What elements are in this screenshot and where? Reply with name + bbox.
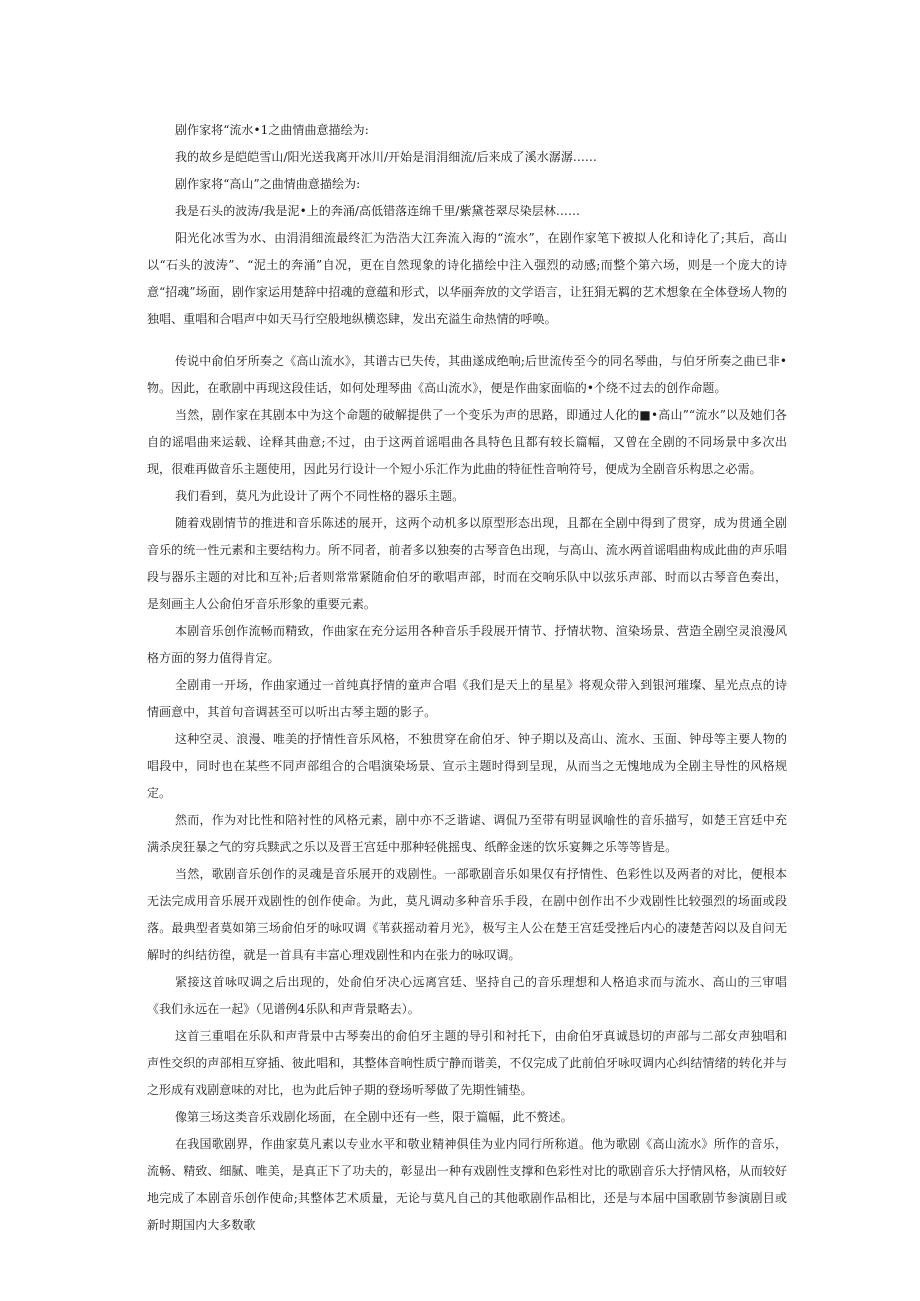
paragraph-intro-flowing-water: 剧作家将“流水•1之曲情曲意描绘为: — [175, 123, 369, 137]
paragraph: 这种空灵、浪漫、唯美的抒情性音乐风格，不独贯穿在俞伯牙、钟子期以及高山、流水、玉面、钟母等主要人物的唱段中，同时也在某些不同声部组合的合唱演染场景、宣示主题时得到呈现，从而当之无愧地成为全剧主导性的风格规定。 — [147, 732, 787, 800]
paragraph: 传说中俞伯牙所奏之《高山流水》，其谱古已失传，其曲遂成绝响;后世流传至今的同名琴曲，与伯牙所奏之曲已非•物。因此，在歌剧中再现这段佳话，如何处理琴曲《高山流水》，便是作曲家面临的•个绕不过去的创作命题。 — [147, 354, 787, 395]
paragraph: 这首三重唱在乐队和声背景中古琴奏出的俞伯牙主题的导引和衬托下，由俞伯牙真诚恳切的声部与二部女声独唱和声性交织的声部相互穿插、彼此唱和，其整体音响性质宁静而谐美，不仅完成了此前伯牙咏叹调内心纠结情绪的转化并与之形成有戏剧意味的对比，也为此后钟子期的登场听琴做了先期性铺垫。 — [147, 1029, 787, 1097]
paragraph: 像第三场这类音乐戏剧化场面，在全剧中还有一些，限于篇幅，此不赘述。 — [175, 1110, 573, 1124]
paragraph: 本剧音乐创作流畅而精致，作曲家在充分运用各种音乐手段展开情节、抒情状物、渲染场景、营造全剧空灵浪漫风格方面的努力值得肯定。 — [147, 624, 787, 665]
paragraph: 当然，歌剧音乐创作的灵魂是音乐展开的戏剧性。一部歌剧音乐如果仅有抒情性、色彩性以及两者的对比，便根本无法完成用音乐展开戏剧性的创作使命。为此，莫凡调动多种音乐手段，在剧中创作出不少戏剧性比较强烈的场面或段落。最典型者莫如第三场俞伯牙的咏叹调《苇荻摇动着月光》，极写主人公在楚王宫廷受挫后内心的凄楚苦闷以及自问无解时的纠结彷徨，就是一首具有丰富心理戏剧性和内在张力的咏叹调。 — [147, 867, 787, 962]
text-block-poems — [147, 117, 787, 333]
verse-high-mountain: 我是石头的波涛/我是泥•上的奔涌/高低错落连绵千里/紫黛苍翠尽染层林…… — [175, 204, 581, 218]
text-block-music-analysis — [147, 348, 787, 1239]
paragraph: 在我国歌剧界，作曲家莫凡素以专业水平和敬业精神俱佳为业内同行所称道。他为歌剧《高山流水》所作的音乐，流畅、精致、细腻、唯美，是真正下了功夫的，彰显出一种有戏剧性支撑和色彩性对比的歌剧音乐大抒情风格，从而较好地完成了本剧音乐创作使命;其整体艺术质量，无论与莫凡自己的其他歌剧作品相比，还是与本届中国歌剧节参演剧目或新时期国内大多数歌 — [147, 1137, 787, 1232]
paragraph: 紧接这首咏叹调之后出现的，处俞伯牙决心远离宫廷、坚持自己的音乐理想和人格追求而与流水、高山的三审唱《我们永远在一起》（见谱例4乐队和声背景略去）。 — [147, 975, 787, 1016]
verse-flowing-water: 我的故乡是皑皑雪山/阳光送我离开冰川/开始是涓涓细流/后来成了溪水潺潺…… — [175, 150, 597, 164]
paragraph: 全剧甫一开场，作曲家通过一首纯真抒情的童声合唱《我们是天上的星星》将观众带入到银河璀璨、星光点点的诗情画意中，其首句音调甚至可以听出古琴主题的影子。 — [147, 678, 787, 719]
paragraph: 随着戏剧情节的推进和音乐陈述的展开，这两个动机多以原型形态出现，且都在全剧中得到了贯穿，成为贯通全剧音乐的统一性元素和主要结构力。所不同者，前者多以独奏的古琴音色出现，与高山、流水两首谣唱曲构成此曲的声乐唱段与器乐主题的对比和互补;后者则常常紧随俞伯牙的歌唱声部，时而在交响乐队中以弦乐声部、时而以古琴音色奏出，是刻画主人公俞伯牙音乐形象的重要元素。 — [147, 516, 787, 611]
paragraph-intro-high-mountain: 剧作家将“高山”之曲情曲意描绘为: — [175, 177, 361, 191]
paragraph: 我们看到，莫凡为此设计了两个不同性格的器乐主题。 — [175, 489, 465, 503]
paragraph: 当然，剧作家在其剧本中为这个命题的破解提供了一个变乐为声的思路，即通过人化的■•高山”“流水”以及她们各自的谣唱曲来运载、诠释其曲意;不过，由于这两首谣唱曲各具特色且都有较长篇幅，又曾在全剧的不同场景中多次出现，很难再做音乐主题使用，因此另行设计一个短小乐汇作为此曲的特征性音响符号，便成为全剧音乐构思之必需。 — [147, 408, 787, 476]
paragraph: 然而，作为对比性和陪衬性的风格元素，剧中亦不乏谐谑、调侃乃至带有明显讽喻性的音乐描写，如楚王宫廷中充满杀戾狂暴之气的穷兵黩武之乐以及晋王宫廷中那种轻佻摇曳、纸醉金迷的饮乐宴舞之乐等等皆是。 — [147, 813, 787, 854]
paragraph-poetic-analysis: 阳光化冰雪为水、由涓涓细流最终汇为浩浩大江奔流入海的“流水”，在剧作家笔下被拟人化和诗化了;其后，高山以“石头的波涛”、“泥土的奔涌”自况，更在自然现象的诗化描绘中注入强烈的动感;而整个第六场，则是一个庞大的诗意“招魂”场面，剧作家运用楚辞中招魂的意蕴和形式，以华丽奔放的文学语言，让狂狷无羁的艺术想象在全体登场人物的独唱、重唱和合唱声中如天马行空般地纵横恣肆，发出充溢生命热情的呼唤。 — [147, 231, 787, 326]
